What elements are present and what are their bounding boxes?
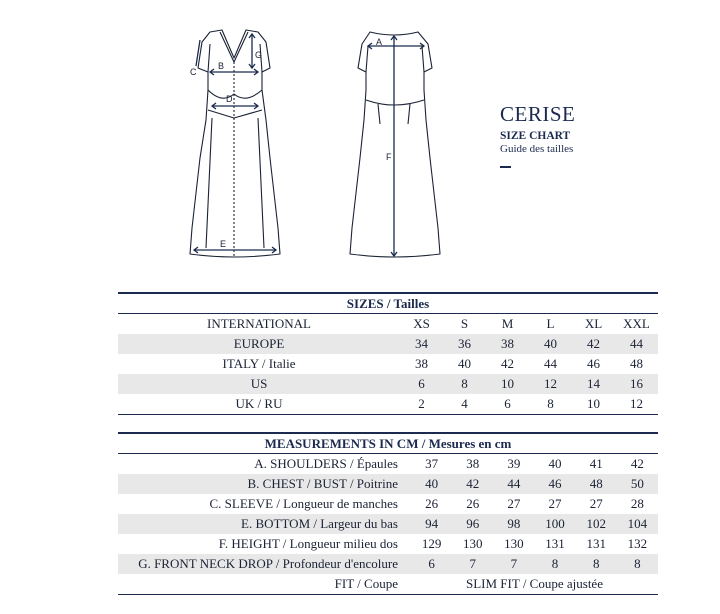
row-label: A. SHOULDERS / Épaules [254,456,398,471]
cell-value: 46 [587,356,600,371]
table-row [118,534,658,554]
cell-value: 8 [443,374,486,394]
label-b: B [218,61,225,71]
label-g: G [255,50,263,60]
cell-value: 37 [425,456,439,471]
sizes-table-title: SIZES / Tailles [118,293,658,314]
cell-value: 27 [548,496,562,511]
cell-value: 8 [529,394,572,415]
row-label: G. FRONT NECK DROP / Profondeur d'encolure [118,554,411,574]
cell-value: 28 [630,496,644,511]
cell-value: 8 [576,554,617,574]
cell-value: 34 [400,334,443,354]
table-row [118,354,658,374]
label-c: C [190,67,197,77]
measurements-body [118,454,658,595]
cell-value: 27 [507,496,521,511]
fit-row [118,574,658,595]
sizes-body [118,314,658,415]
cell-value: 8 [617,554,658,574]
dress-back-sketch [344,28,444,262]
cell-value: 130 [504,536,524,551]
cell-value: 48 [576,474,617,494]
cell-value: 96 [452,514,493,534]
cell-value: 7 [452,554,493,574]
cell-value: 100 [534,514,575,534]
table-row [118,334,658,354]
title-dash [500,166,511,168]
cell-value: 42 [630,456,644,471]
cell-value: 104 [617,514,658,534]
size-chart-title: SIZE CHART [500,130,571,142]
cell-value: 40 [548,456,562,471]
cell-value: 102 [576,514,617,534]
cell-value: 26 [466,496,480,511]
cell-value: S [460,316,469,331]
fit-value: SLIM FIT / Coupe ajustée [411,574,658,595]
row-label: US [118,374,400,394]
cell-value: 46 [534,474,575,494]
table-row [118,554,658,574]
cell-value: 38 [415,356,428,371]
table-row [118,494,658,514]
cell-value: 42 [572,334,615,354]
cell-value: 4 [443,394,486,415]
table-row [118,514,658,534]
fit-label: FIT / Coupe [118,574,411,595]
cell-value: 27 [589,496,603,511]
table-row [118,474,658,494]
cell-value: 6 [486,394,529,415]
cell-value: 36 [443,334,486,354]
table-row [118,454,658,475]
dress-front-sketch [182,28,286,262]
cell-value: 50 [617,474,658,494]
measurements-header-row [118,433,658,454]
cell-value: 6 [411,554,452,574]
cell-value: 38 [486,334,529,354]
cell-value: 132 [627,536,648,551]
cell-value: XXL [623,316,650,331]
cell-value: 129 [421,536,442,551]
cell-value: 42 [452,474,493,494]
cell-value: M [501,316,514,331]
row-label: UK / RU [118,394,400,415]
row-label: EUROPE [118,334,400,354]
brand-name: CERISE [500,102,576,126]
cell-value: XL [584,316,603,331]
cell-value: 14 [572,374,615,394]
cell-value: 44 [544,356,557,371]
cell-value: 40 [458,356,471,371]
cell-value: 10 [572,394,615,415]
cell-value: 44 [493,474,534,494]
row-label: C. SLEEVE / Longueur de manches [209,496,398,511]
cell-value: 12 [529,374,572,394]
cell-value: 41 [589,456,603,471]
label-a: A [376,37,383,47]
label-f: F [386,152,392,162]
cell-value: 42 [501,356,514,371]
cell-value: 131 [586,536,606,551]
cell-value: 94 [411,514,452,534]
cell-value: 39 [507,456,521,471]
cell-value: XS [413,316,430,331]
cell-value: 48 [630,356,643,371]
brand-block [500,102,575,168]
sizes-header-row [118,293,658,314]
cell-value: 98 [493,514,534,534]
cell-value: 44 [615,334,658,354]
table-row [118,374,658,394]
row-label: F. HEIGHT / Longueur milieu dos [218,536,398,551]
cell-value: 16 [615,374,658,394]
label-e: E [220,239,227,249]
measurements-table-title: MEASUREMENTS IN CM / Mesures en cm [118,433,658,454]
cell-value: 26 [425,496,439,511]
cell-value: 12 [615,394,658,415]
table-row [118,394,658,415]
cell-value: 130 [462,536,483,551]
cell-value: 7 [493,554,534,574]
label-d: D [226,94,233,104]
row-label: E. BOTTOM / Largeur du bas [118,514,411,534]
row-label: B. CHEST / BUST / Poitrine [118,474,411,494]
size-chart-subtitle: Guide des tailles [500,143,574,155]
cell-value: 6 [400,374,443,394]
cell-value: L [546,316,555,331]
measurements-table [118,432,658,595]
cell-value: 131 [545,536,565,551]
cell-value: 10 [486,374,529,394]
cell-value: 40 [411,474,452,494]
row-label: ITALY / Italie [222,356,296,371]
row-label: INTERNATIONAL [207,316,311,331]
cell-value: 40 [529,334,572,354]
cell-value: 38 [466,456,480,471]
cell-value: 2 [400,394,443,415]
cell-value: 8 [534,554,575,574]
table-row [118,314,658,335]
sizes-table [118,292,658,415]
